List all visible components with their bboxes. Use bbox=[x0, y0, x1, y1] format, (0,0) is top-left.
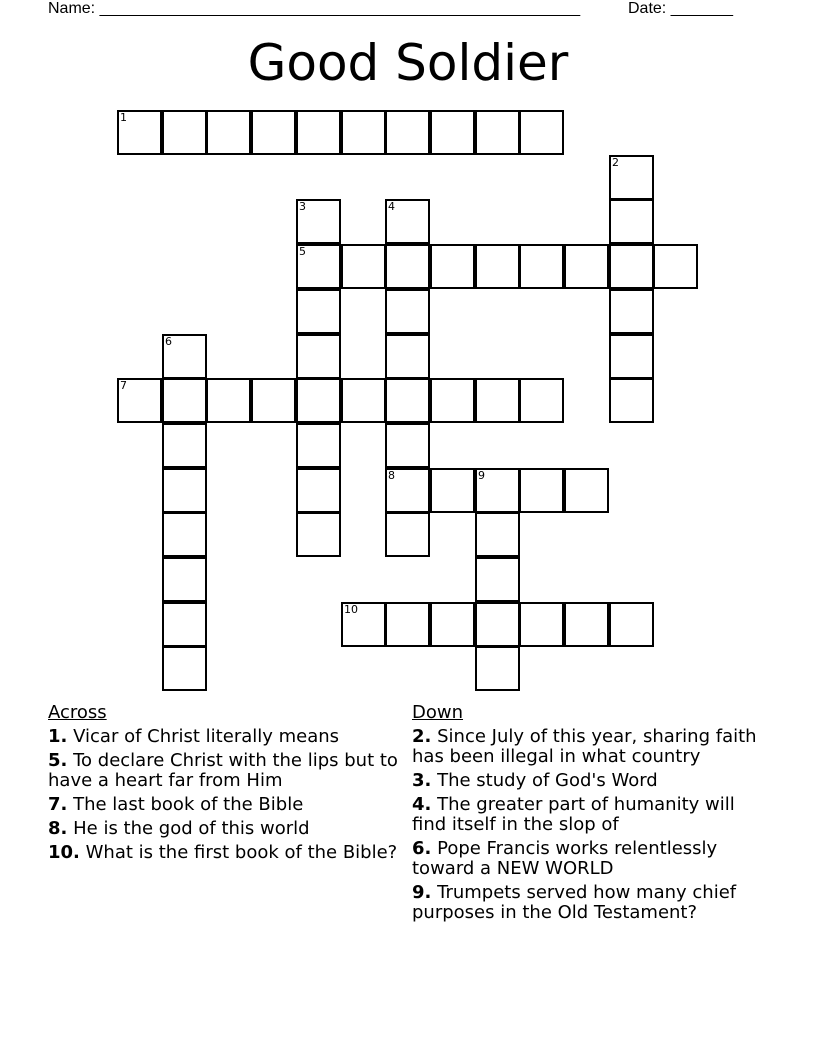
grid-cell[interactable] bbox=[385, 423, 430, 468]
grid-cell[interactable] bbox=[251, 378, 296, 423]
down-clue: 6. Pope Francis works relentlessly toward a NEW WORLD bbox=[412, 838, 718, 879]
grid-cell[interactable] bbox=[430, 378, 475, 423]
cell-number: 10 bbox=[344, 603, 358, 616]
across-clue: 5. To declare Christ with the lips but to have a heart far from Him bbox=[48, 750, 398, 791]
grid-cell[interactable] bbox=[162, 423, 207, 468]
grid-cell[interactable] bbox=[162, 646, 207, 691]
grid-cell[interactable] bbox=[430, 468, 475, 513]
grid-cell[interactable] bbox=[609, 378, 654, 423]
grid-cell[interactable] bbox=[341, 378, 386, 423]
grid-cell[interactable] bbox=[341, 602, 386, 647]
cell-number: 7 bbox=[120, 379, 127, 392]
grid-cell[interactable] bbox=[385, 468, 430, 513]
grid-cell[interactable] bbox=[609, 155, 654, 200]
grid-cell[interactable] bbox=[564, 468, 609, 513]
grid-cell[interactable] bbox=[251, 110, 296, 155]
date-field: Date: _______ bbox=[628, 0, 733, 17]
grid-cell[interactable] bbox=[609, 602, 654, 647]
grid-cell[interactable] bbox=[519, 244, 564, 289]
grid-cell[interactable] bbox=[162, 468, 207, 513]
down-heading: Down bbox=[412, 702, 464, 723]
down-clue: 3. The study of God's Word bbox=[412, 770, 658, 791]
grid-cell[interactable] bbox=[564, 602, 609, 647]
grid-cell[interactable] bbox=[475, 557, 520, 602]
grid-cell[interactable] bbox=[296, 334, 341, 379]
grid-cell[interactable] bbox=[519, 602, 564, 647]
across-heading: Across bbox=[48, 702, 107, 723]
cell-number: 2 bbox=[612, 156, 619, 169]
cell-number: 1 bbox=[120, 111, 127, 124]
down-clue: 9. Trumpets served how many chief purposes in the Old Testament? bbox=[412, 882, 737, 923]
grid-cell[interactable] bbox=[296, 244, 341, 289]
grid-cell[interactable] bbox=[475, 110, 520, 155]
grid-cell[interactable] bbox=[475, 512, 520, 557]
grid-cell[interactable] bbox=[430, 602, 475, 647]
grid-cell[interactable] bbox=[519, 110, 564, 155]
grid-cell[interactable] bbox=[519, 378, 564, 423]
grid-cell[interactable] bbox=[385, 244, 430, 289]
cell-number: 5 bbox=[299, 245, 306, 258]
grid-cell[interactable] bbox=[385, 602, 430, 647]
grid-cell[interactable] bbox=[341, 244, 386, 289]
down-clue: 2. Since July of this year, sharing faith has been illegal in what country bbox=[412, 726, 757, 767]
grid-cell[interactable] bbox=[475, 468, 520, 513]
grid-cell[interactable] bbox=[162, 602, 207, 647]
cell-number: 6 bbox=[165, 335, 172, 348]
grid-cell[interactable] bbox=[296, 423, 341, 468]
across-clue: 7. The last book of the Bible bbox=[48, 794, 304, 815]
grid-cell[interactable] bbox=[609, 334, 654, 379]
across-clue: 10. What is the first book of the Bible? bbox=[48, 842, 398, 863]
grid-cell[interactable] bbox=[162, 512, 207, 557]
grid-cell[interactable] bbox=[475, 244, 520, 289]
grid-cell[interactable] bbox=[162, 557, 207, 602]
grid-cell[interactable] bbox=[475, 602, 520, 647]
grid-cell[interactable] bbox=[206, 110, 251, 155]
down-clues bbox=[412, 702, 772, 927]
grid-cell[interactable] bbox=[385, 334, 430, 379]
cell-number: 3 bbox=[299, 200, 306, 213]
grid-cell[interactable] bbox=[564, 244, 609, 289]
across-clues bbox=[48, 702, 408, 867]
grid-cell[interactable] bbox=[162, 110, 207, 155]
cell-number: 9 bbox=[478, 469, 485, 482]
grid-cell[interactable] bbox=[385, 199, 430, 244]
grid-cell[interactable] bbox=[609, 199, 654, 244]
grid-cell[interactable] bbox=[162, 378, 207, 423]
down-clue: 4. The greater part of humanity will find itself in the slop of bbox=[412, 794, 735, 835]
grid-cell[interactable] bbox=[117, 110, 162, 155]
grid-cell[interactable] bbox=[609, 244, 654, 289]
grid-cell[interactable] bbox=[609, 289, 654, 334]
grid-cell[interactable] bbox=[117, 378, 162, 423]
puzzle-title: Good Soldier bbox=[247, 34, 569, 92]
grid-cell[interactable] bbox=[385, 378, 430, 423]
cell-number: 8 bbox=[388, 469, 395, 482]
across-clue: 8. He is the god of this world bbox=[48, 818, 310, 839]
grid-cell[interactable] bbox=[519, 468, 564, 513]
grid-cell[interactable] bbox=[206, 378, 251, 423]
grid-cell[interactable] bbox=[162, 334, 207, 379]
grid-cell[interactable] bbox=[341, 110, 386, 155]
grid-cell[interactable] bbox=[653, 244, 698, 289]
grid-cell[interactable] bbox=[385, 512, 430, 557]
grid-cell[interactable] bbox=[296, 199, 341, 244]
grid-cell[interactable] bbox=[475, 378, 520, 423]
across-clue: 1. Vicar of Christ literally means bbox=[48, 726, 340, 747]
grid-cell[interactable] bbox=[296, 378, 341, 423]
grid-cell[interactable] bbox=[296, 512, 341, 557]
grid-cell[interactable] bbox=[296, 110, 341, 155]
cell-number: 4 bbox=[388, 200, 395, 213]
grid-cell[interactable] bbox=[385, 110, 430, 155]
grid-cell[interactable] bbox=[296, 468, 341, 513]
grid-cell[interactable] bbox=[475, 646, 520, 691]
grid-cell[interactable] bbox=[430, 244, 475, 289]
grid-cell[interactable] bbox=[430, 110, 475, 155]
name-field: Name: ______________________________________________________ bbox=[48, 0, 581, 17]
grid-cell[interactable] bbox=[296, 289, 341, 334]
grid-cell[interactable] bbox=[385, 289, 430, 334]
